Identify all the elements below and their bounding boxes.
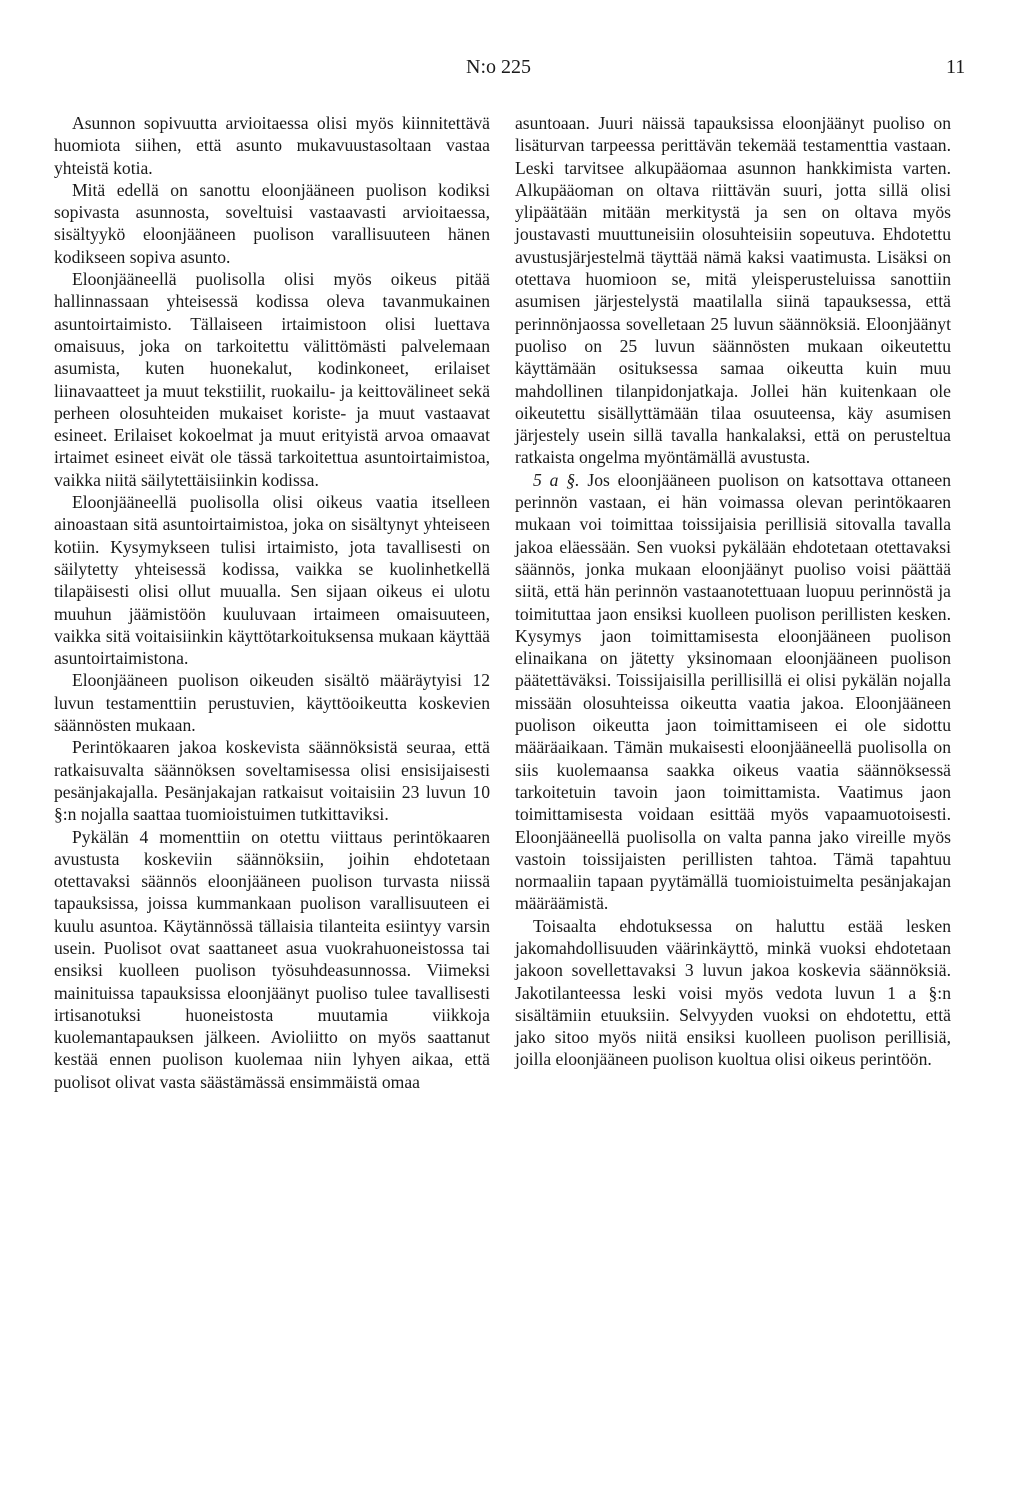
paragraph: Asunnon sopivuutta arvioitaessa olisi myös kiinnitettävä huomiota siihen, että asunto mukavuustasoltaan vastaa yhteistä kotia. [54, 113, 490, 178]
paragraph: Eloonjääneellä puolisolla olisi oikeus vaatia itselleen ainoastaan sitä asuntoirtaimistoa, joka on sisältynyt yhteiseen kotiin. Kysymykseen tulisi irtaimisto, jota tavallisesti on säilytetty yhteisessä kodissa, vaikka se kuolinhetkellä tilapäisesti olisi ollut muualla. Sen sijaan oikeus ei ulotu muuhun jäämistöön kuuluvaan irtaimeen omaisuuteen, vaikka sitä voitaisiinkin käyttötarkoituksensa mukaan käyttää asuntoirtaimistona. [54, 492, 490, 669]
right-column [515, 112, 951, 1071]
paragraph: Pykälän 4 momenttiin on otettu viittaus perintökaaren avustusta koskeviin säännöksiin, joihin ehdotetaan otettavaksi säännös eloonjääneen puolison turvasta niissä tapauksissa, joissa kummankaan puolison varallisuuteen ei kuulu asuntoa. Käytännössä tällaisia tilanteita esiintyy varsin usein. Puolisot ovat saattaneet asua vuokrahuoneistossa tai ensiksi kuolleen puolison työsuhdeasunnossa. Viimeksi mainituissa tapauksissa eloonjäänyt puoliso tulee tavallisesti irtisanotuksi huoneistosta muutamia viikkoja kuolemantapauksen jälkeen. Avioliitto on myös saattanut kestää ennen puolison kuolemaa niin lyhyen aikaa, että puolisot olivat vasta säästämässä ensimmäistä omaa [54, 826, 490, 1092]
paragraph: Eloonjääneen puolison oikeuden sisältö määräytyisi 12 luvun testamenttiin perustuvien, käyttöoikeutta koskevien säännösten mukaan. [54, 670, 490, 736]
paragraph: Mitä edellä on sanottu eloonjääneen puolison kodiksi sopivasta asunnosta, soveltuisi vastaavasti arvioitaessa, sisältyykö eloonjääneen puolison varallisuuteen hänen kodikseen sopiva asunto. [54, 179, 490, 267]
paragraph: Perintökaaren jakoa koskevista säännöksistä seuraa, että ratkaisuvalta säännöksen soveltamisessa olisi ensisijaisesti pesänjakajalla. Pesänjakajan ratkaisut voitaisiin 23 luvun 10 §:n nojalla saattaa tuomioistuimen tutkittaviksi. [54, 737, 490, 825]
paragraph: Toisaalta ehdotuksessa on haluttu estää lesken jakomahdollisuuden väärinkäyttö, minkä vuoksi ehdotetaan jakoon sovellettavaksi 3 luvun jakoa koskevia säännöksiä. Jakotilanteessa leski voisi myös vedota luvun 1 a §:n sisältämiin etuuksiin. Selvyyden vuoksi on ehdotettu, että jako sitoo myös niitä ensiksi kuolleen puolison perillisiä, joilla eloonjääneen puolison kuoltua olisi oikeus perintöön. [515, 915, 951, 1070]
page-header [0, 56, 1024, 86]
section-label: 5 a §. [533, 469, 580, 490]
document-number: N:o 225 [466, 56, 531, 78]
section-paragraph [515, 469, 951, 915]
section-text: Jos eloonjääneen puolison on katsottava ottaneen perinnön vastaan, ei hän voimassa olevan perintökaaren mukaan voi toimittaa toissijaisia perillisiä sitovalla tavalla jakoa eläessään. Sen vuoksi pykälään ehdotetaan otettavaksi säännös, jonka mukaan eloonjäänyt puoliso voisi päättää siitä, että hän perinnön vastaanotettuaan luopuu perinnöstä ja toimituttaa jaon ensiksi kuolleen puolison perillisten kesken. Kysymys jaon toimittamisesta eloonjääneen puolison elinaikana on jätetty yksinomaan eloonjääneen puolison päätettäväksi. Toissijaisilla perillisillä ei olisi pykälän nojalla missään olosuhteissa oikeutta vaatia jakoa. Eloonjääneen puolison oikeutta jaon toimittamiseen ei ole sidottu määräaikaan. Tämän mukaisesti eloonjääneellä puolisolla on siis kuolemaansa saakka oikeus vaatia säännöksessä tarkoitetuin tavoin jaon toimittamista. Vaatimus jaon toimittamisesta voidaan esittää myös vapaamuotoisesti. Eloonjääneellä puolisolla on valta panna jako vireille myös vastoin toissijaisten perillisten tahtoa. Tämä tapahtuu normaaliin tapaan pyytämällä tuomioistuimelta pesänjakajan määräämistä. [515, 469, 951, 914]
paragraph: Eloonjääneellä puolisolla olisi myös oikeus pitää hallinnassaan yhteisessä kodissa oleva tavanmukainen asuntoirtaimisto. Tällaiseen irtaimistoon olisi luettava omaisuus, joka on tarkoitettu välittömästi palvelemaan asumista, kuten huonekalut, kodinkoneet, erilaiset liinavaatteet ja muut tekstiilit, ruokailu- ja keittovälineet sekä perheen olosuhteiden mukaiset koriste- ja muut vastaavat esineet. Erilaiset kokoelmat ja muut erityistä arvoa omaavat irtaimet esineet eivät ole tässä tarkoitettua asuntoirtaimistoa, vaikka niitä säilytettäisiinkin kodissa. [54, 269, 490, 490]
left-column [54, 112, 490, 1093]
page-number: 11 [946, 56, 966, 78]
paragraph-continuation: asuntoaan. Juuri näissä tapauksissa eloonjäänyt puoliso on lisäturvan tarpeessa perittävän tekemää testamenttia vastaan. Leski tarvitsee alkupääomaa asunnon hankkimista varten. Alkupääoman on oltava riittävän suuri, jotta sillä olisi ylipäätään mitään merkitystä ja sen on oltava myös joustavasti muuttuneisiin olosuhteisiin sopeutuva. Ehdotettu avustusjärjestelmä täyttää nämä kaksi vaatimusta. Lisäksi on otettava huomioon se, mitä yleisperusteluissa sanottiin asumisen järjestelystä maatilalla siinä tapauksessa, että perinnönjaossa sovelletaan 25 luvun säännöksiä. Eloonjäänyt puoliso on 25 luvun säännösten mukaan oikeutettu käyttämään osituksessa samaa oikeutta kuin muu mahdollinen tilanpidonjatkaja. Jollei hän kuitenkaan ole oikeutettu sisällyttämään tilaa osuuteensa, käy asumisen järjestely usein sillä tavalla hankalaksi, että on perusteltua ratkaista ongelma myöntämällä avustusta. [515, 113, 951, 468]
